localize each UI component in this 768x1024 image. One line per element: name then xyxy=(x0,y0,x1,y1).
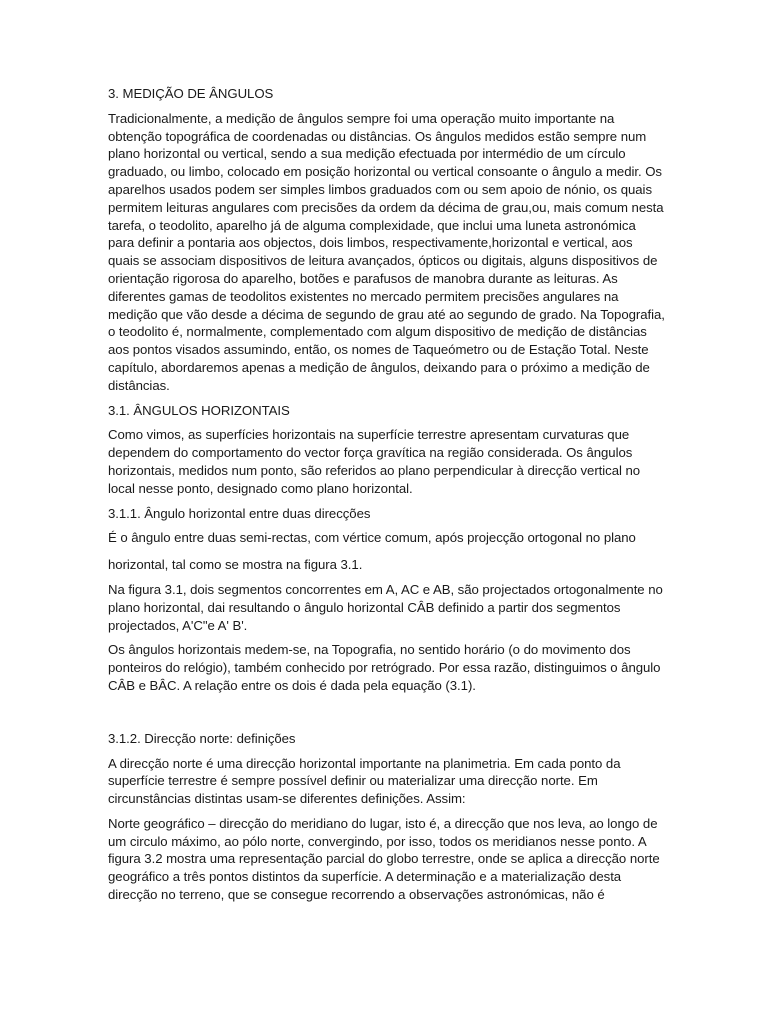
section-heading-3-1: 3.1. ÂNGULOS HORIZONTAIS xyxy=(108,402,290,418)
text-line: Na figura 3.1, dois segmentos concorrentes em A, AC e AB, são projectados ortogonalmente no xyxy=(108,581,663,597)
text-line: obtenção topográfica de coordenadas ou distâncias. Os ângulos medidos estão sempre num xyxy=(108,128,647,144)
text-line: circunstâncias distintas usam-se diferentes definições. Assim: xyxy=(108,791,466,807)
text-line: medição que vão desde a décima de segundo de grau até ao segundo de grado. Na Topografia, xyxy=(108,306,665,322)
text-line: capítulo, abordaremos apenas a medição de ângulos, deixando para o próximo a medição de xyxy=(108,359,650,375)
text-line: para definir a pontaria aos objectos, dois limbos, respectivamente,horizontal e vertical, aos xyxy=(108,235,633,251)
section-heading-3-1-1: 3.1.1. Ângulo horizontal entre duas direcções xyxy=(108,505,371,521)
text-line: plano horizontal ou vertical, sendo a sua medição efectuada por intermédio de um círculo xyxy=(108,146,626,162)
paragraph-horizontal-angles xyxy=(108,426,660,497)
section-heading-3: 3. MEDIÇÃO DE ÂNGULOS xyxy=(108,86,274,101)
text-line: superfície terrestre é sempre possível definir ou materializar uma direcção norte. Em xyxy=(108,773,598,789)
text-line: aos pontos visados assumindo, então, os nomes de Taqueómetro ou de Estação Total. Neste xyxy=(108,342,649,358)
text-line: Norte geográfico – direcção do meridiano do lugar, isto é, a direcção que nos leva, ao longo de xyxy=(108,815,658,831)
text-line: distâncias. xyxy=(108,377,170,393)
text-line: tarefa, o teodolito, aparelho já de alguma complexidade, que inclui uma luneta astronómica xyxy=(108,217,636,233)
paragraph-definition xyxy=(108,529,660,574)
text-line: horizontais, medidos num ponto, são referidos ao plano perpendicular à direcção vertical no xyxy=(108,462,641,478)
paragraph-north-direction xyxy=(108,755,660,808)
text-line: ponteiros do relógio), também conhecido por retrógrado. Por essa razão, distinguimos o ângulo xyxy=(108,660,661,676)
text-line: dependem do comportamento do vector força gravítica na região considerada. Os ângulos xyxy=(108,445,633,461)
text-line: o teodolito é, normalmente, complementado com algum dispositivo de medição de distâncias xyxy=(108,324,647,340)
text-line: permitem leituras angulares com precisões da ordem da décima de grau,ou, mais comum nesta xyxy=(108,199,664,215)
text-line: Os ângulos horizontais medem-se, na Topografia, no sentido horário (o do movimento dos xyxy=(108,642,631,658)
section-spacer xyxy=(108,702,660,730)
paragraph-figure-3-1 xyxy=(108,581,663,634)
text-line: graduado, ou limbo, colocado em posição horizontal ou vertical consoante o ângulo a medir. Os xyxy=(108,164,662,180)
text-line: A direcção norte é uma direcção horizontal importante na planimetria. Em cada ponto da xyxy=(108,755,621,771)
text-line: geográfico a três pontos distintos da superfície. A determinação e a materialização desta xyxy=(108,869,622,885)
text-line: horizontal, tal como se mostra na figura 3.1. xyxy=(108,557,363,573)
text-line: figura 3.2 mostra uma representação parcial do globo terrestre, onde se aplica a direcção norte xyxy=(108,851,660,867)
text-line: plano horizontal, dai resultando o ângulo horizontal CÂB definido a partir dos segmentos xyxy=(108,599,621,615)
section-heading-3-1-2: 3.1.2. Direcção norte: definições xyxy=(108,730,296,746)
text-line: É o ângulo entre duas semi-rectas, com vértice comum, após projecção ortogonal no plano xyxy=(108,530,636,546)
text-line: diferentes gamas de teodolitos existentes no mercado permitem precisões angulares na xyxy=(108,288,619,304)
text-line: projectados, A'C"e A' B'. xyxy=(108,617,248,633)
text-line: local nesse ponto, designado como plano horizontal. xyxy=(108,480,413,496)
text-line: um circulo máximo, ao pólo norte, convergindo, por isso, todos os meridianos nesse ponto. A xyxy=(108,833,647,849)
text-line: quais se associam dispositivos de leitura avançados, ópticos ou digitais, alguns dispositivos de xyxy=(108,253,658,269)
text-line: direcção no terreno, que se consegue recorrendo a observações astronómicas, não é xyxy=(108,887,605,903)
paragraph-clockwise xyxy=(108,641,660,694)
text-line: Tradicionalmente, a medição de ângulos sempre foi uma operação muito importante na xyxy=(108,110,615,126)
text-line: aparelhos usados podem ser simples limbos graduados com ou sem apoio de nónio, os quais xyxy=(108,181,652,197)
paragraph-geographic-north xyxy=(108,815,660,904)
paragraph-intro xyxy=(108,110,665,395)
text-line: Como vimos, as superfícies horizontais na superfície terrestre apresentam curvaturas que xyxy=(108,427,630,443)
line-spacer xyxy=(108,547,660,556)
text-line: CÂB e BÂC. A relação entre os dois é dada pela equação (3.1). xyxy=(108,677,476,693)
text-line: orientação rigorosa do aparelho, botões e parafusos de manobra durante as leituras. As xyxy=(108,270,618,286)
